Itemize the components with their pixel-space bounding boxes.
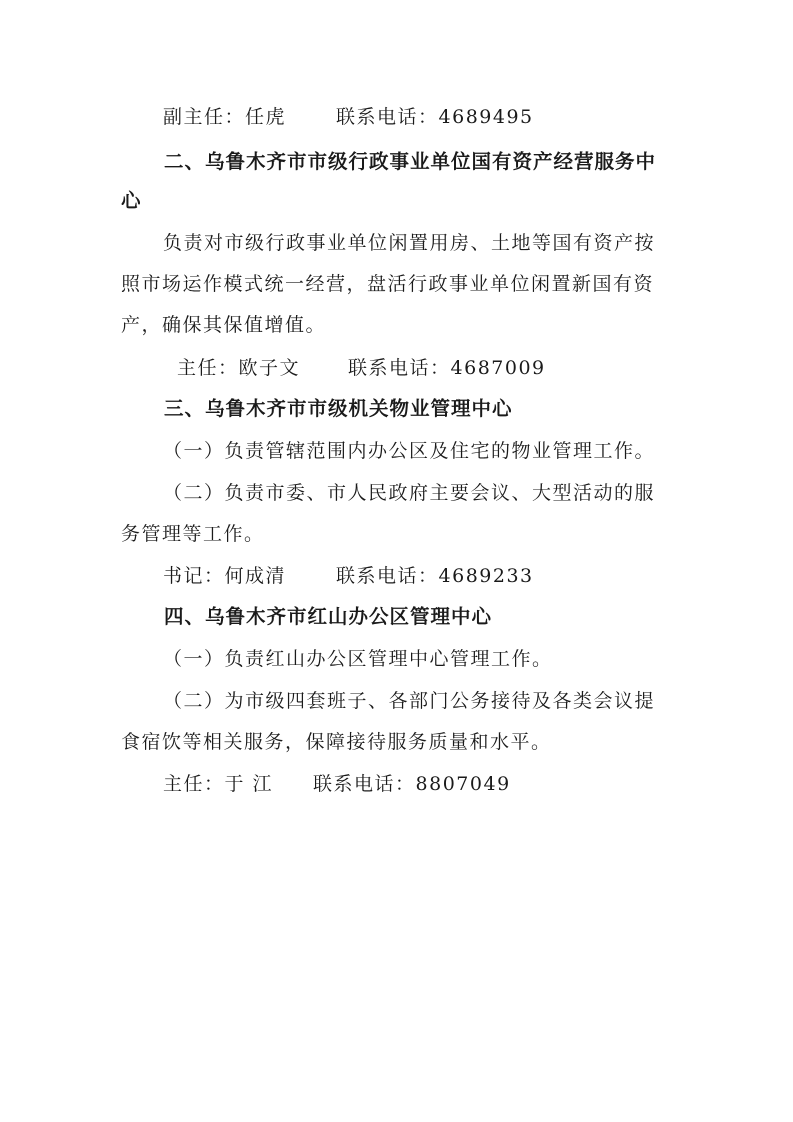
section-heading-4: 四、乌鲁木齐市红山办公区管理中心 [164, 605, 493, 628]
contact-role: 副主任：任虎 [163, 106, 287, 128]
section-4-item-2-line-2: 食宿饮等相关服务，保障接待服务质量和水平。 [121, 731, 552, 753]
contact-line-section-4 [163, 771, 511, 797]
contact-phone: 联系电话：8807049 [313, 773, 511, 795]
section-2-body-line-1: 负责对市级行政事业单位闲置用房、土地等国有资产按 [163, 232, 656, 254]
section-2-body-line-2: 照市场运作模式统一经营，盘活行政事业单位闲置新国有资 [121, 273, 655, 295]
section-4-item-1: （一）负责红山办公区管理中心管理工作。 [163, 648, 553, 670]
section-3-item-2-line-2: 务管理等工作。 [121, 523, 265, 545]
section-4-item-2-line-1: （二）为市级四套班子、各部门公务接待及各类会议提 [163, 690, 656, 712]
section-heading-2-continued: 心 [121, 189, 142, 212]
contact-phone: 联系电话：4687009 [348, 357, 546, 379]
contact-line-section-3 [163, 563, 534, 589]
contact-phone: 联系电话：4689495 [336, 106, 534, 128]
contact-role: 主任：于 江 [163, 773, 274, 795]
contact-phone: 联系电话：4689233 [336, 565, 534, 587]
section-heading-3: 三、乌鲁木齐市市级机关物业管理中心 [164, 397, 513, 420]
section-3-item-1: （一）负责管辖范围内办公区及住宅的物业管理工作。 [163, 440, 656, 462]
section-3-item-2-line-1: （二）负责市委、市人民政府主要会议、大型活动的服 [163, 482, 656, 504]
contact-line-deputy-director [163, 104, 534, 130]
contact-role: 书记：何成清 [163, 565, 287, 587]
section-heading-2: 二、乌鲁木齐市市级行政事业单位国有资产经营服务中 [164, 150, 657, 173]
contact-role: 主任：欧子文 [177, 357, 301, 379]
section-2-body-line-3: 产，确保其保值增值。 [121, 314, 327, 336]
contact-line-section-2 [177, 355, 546, 381]
